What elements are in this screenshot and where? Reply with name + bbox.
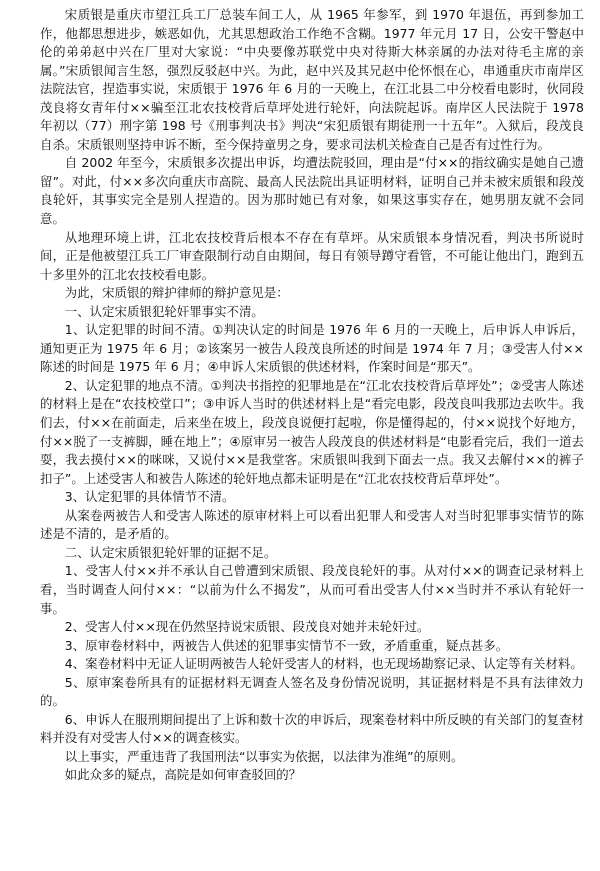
paragraph-evidence-4: 4、案卷材料中无证人证明两被告人轮奸受害人的材料，也无现场勘察记录、认定等有关材料。 [64, 656, 583, 672]
paragraph-location-unclear: 2、认定犯罪的地点不清。①判决书指控的犯罪地是在“江北农技校背后草坪处”；②受害人陈述的材料上是在“农技校堂口”；③申诉人当时的供述材料上是“看完电影，段茂良叫我那边去吹牛。我们去，付××在前面走，后来坐在坡上，段茂良说便打起啦，你是懂得起的，付××说找个好地方，付××脱了一支裤脚，睡在地上”；④原审另一被告人段茂良的供述材料是“电影看完后，我们一道去耍，我去摸付××的咪咪，又说付××是我堂客。宋质银叫我到下面去一点。我又去解付××的裤子扣子”。上述受害人和被告人陈述的轮奸地点都未证明是在“江北农技校背后草坪处”。 [40, 377, 584, 486]
paragraph-background: 宋质银是重庆市望江兵工厂总装车间工人，从 1965 年参军，到 1970 年退伍，再到参加工作，他都思想进步，嫉恶如仇，尤其思想政治工作绝不含糊。1977 年元月 17 日，公安干警赵中伦的弟弟赵中兴在厂里对大家说：“中央要像苏联党中央对待斯大林亲属的办法对待毛主席的亲属。”宋质银闻言生怒，强烈反驳赵中兴。为此，赵中兴及其兄赵中伦怀恨在心，串通重庆市南岸区法院法官，捏造事实说，宋质银于 1976 年 6 月的一天晚上，在江北县二中分校看电影时，伙同段茂良将女青年付××骗至江北农技校背后草坪处进行轮奸，向法院起诉。南岸区人民法院于 1978 年初以（77）刑字第 198 号《刑事判决书》判决“宋犯质银有期徒刑一十五年”。入狱后，段茂良自杀。宋质银则坚持申诉不断，至今保持童男之身，要求司法机关检查自己是否有过性行为。 [40, 7, 584, 152]
section-heading-facts-unclear: 一、认定宋质银犯轮奸罪事实不清。 [64, 303, 264, 319]
paragraph-evidence-1: 1、受害人付××并不承认自己曾遭到宋质银、段茂良轮奸的事。从对付××的调查记录材料上看，当时调查人问付××：“以前为什么不揭发”，从而可看出受害人付××当时并不承认有轮奸一事。 [40, 563, 584, 616]
paragraph-evidence-2: 2、受害人付××现在仍然坚持说宋质银、段茂良对她并未轮奸过。 [64, 619, 430, 635]
paragraph-appeals: 自 2002 年至今，宋质银多次提出申诉，均遭法院驳回，理由是“付××的指纹确实是她自己遗留”。对此，付××多次向重庆市高院、最高人民法院出具证明材料，证明自己并未被宋质银和段茂良轮奸，其事实完全是别人捏造的。因为那时她已有对象，如果这事实存在，她男朋友就不会同意。 [40, 155, 584, 227]
paragraph-details-contradiction: 从案卷两被告人和受害人陈述的原审材料上可以看出犯罪人和受害人对当时犯罪事实情节的陈述是不清的，是矛盾的。 [40, 507, 584, 542]
paragraph-conclusion: 以上事实，严重违背了我国刑法“以事实为依据，以法律为准绳”的原则。 [64, 748, 464, 764]
paragraph-evidence-3: 3、原审卷材料中，两被告人供述的犯罪事实情节不一致，矛盾重重，疑点甚多。 [64, 637, 509, 653]
paragraph-evidence-5: 5、原审案卷所具有的证据材料无调查人签名及身份情况说明，其证据材料是不具有法律效力的。 [40, 674, 584, 709]
section-heading-evidence-insufficient: 二、认定宋质银犯轮奸罪的证据不足。 [64, 544, 277, 560]
paragraph-final-question: 如此众多的疑点，高院是如何审查驳回的？ [64, 767, 302, 783]
subheading-details-unclear: 3、认定犯罪的具体情节不清。 [64, 489, 235, 505]
paragraph-evidence-6: 6、申诉人在服刑期间提出了上诉和数十次的申诉后，现案卷材料中所反映的有关部门的复查材料并没有对受害人付××的调查核实。 [40, 711, 584, 746]
paragraph-geography: 从地理环境上讲，江北农技校背后根本不存在有草坪。从宋质银本身情况看，判决书所说时间，正是他被望江兵工厂审查限制行动自由期间，每日有领导蹲守看管，不可能让他出门，跑到五十多里外的江北农技校看电影。 [40, 229, 584, 282]
paragraph-lawyer-intro: 为此，宋质银的辩护律师的辩护意见是： [64, 285, 289, 301]
paragraph-time-unclear: 1、认定犯罪的时间不清。①判决认定的时间是 1976 年 6 月的一天晚上，后申诉人申诉后，通知更正为 1975 年 6 月；②该案另一被告人段茂良所述的时间是 1974 年 7 月；③受害人付××陈述的时间是 1975 年 6 月；④申诉人宋质银的供述材料，作案时间是“那天”。 [40, 322, 584, 375]
